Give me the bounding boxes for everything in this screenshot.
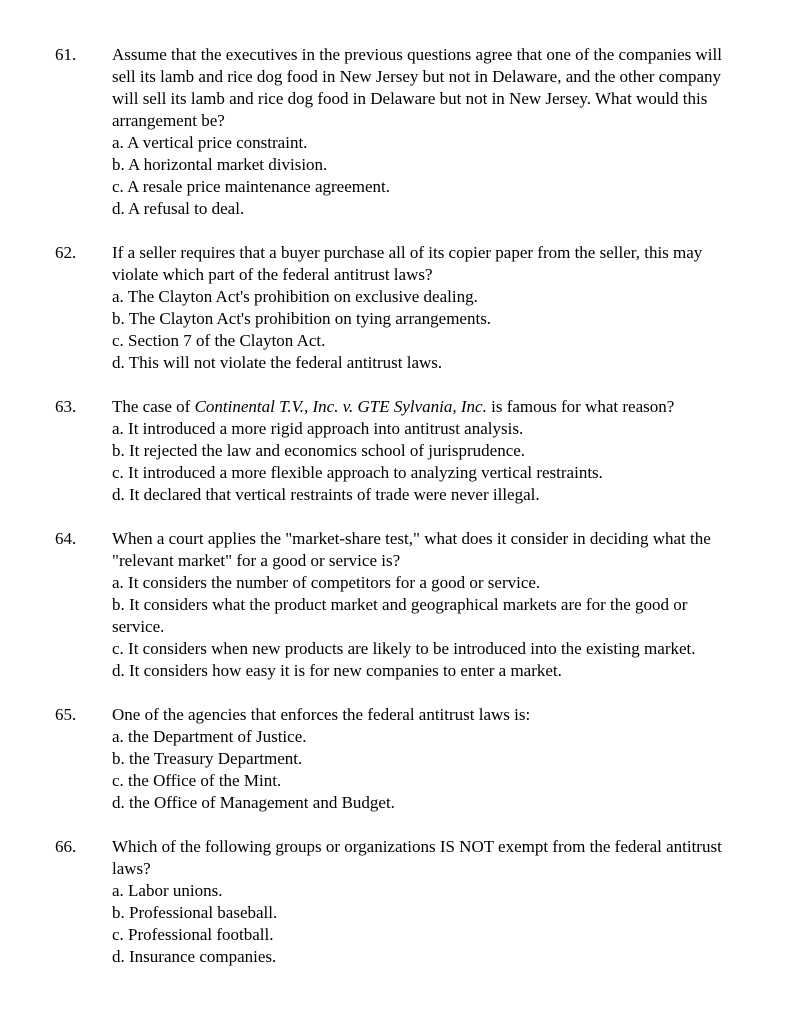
option-b: b. A horizontal market division.	[112, 155, 328, 174]
question-body	[112, 836, 744, 968]
question-63	[0, 396, 798, 506]
question-number: 63.	[55, 397, 77, 416]
option-a: a. Labor unions.	[112, 881, 223, 900]
option-d: d. A refusal to deal.	[112, 199, 245, 218]
option-b: b. It considers what the product market and geographical markets are for the good or service.	[112, 595, 688, 636]
question-number: 64.	[55, 529, 77, 548]
option-b: b. The Clayton Act's prohibition on tying arrangements.	[112, 309, 492, 328]
question-65	[0, 704, 798, 814]
option-d: d. This will not violate the federal antitrust laws.	[112, 353, 443, 372]
option-a: a. It considers the number of competitors for a good or service.	[112, 573, 541, 592]
option-c: c. It considers when new products are likely to be introduced into the existing market.	[112, 639, 696, 658]
question-body	[112, 44, 744, 220]
question-number: 65.	[55, 705, 77, 724]
question-text: If a seller requires that a buyer purchase all of its copier paper from the seller, this may violate which part of the federal antitrust laws?	[112, 243, 703, 284]
question-66	[0, 836, 798, 968]
option-a: a. A vertical price constraint.	[112, 133, 308, 152]
question-body	[112, 242, 744, 374]
option-d: d. It declared that vertical restraints of trade were never illegal.	[112, 485, 540, 504]
question-text	[112, 396, 744, 418]
option-b: b. It rejected the law and economics school of jurisprudence.	[112, 441, 526, 460]
question-64	[0, 528, 798, 682]
option-d: d. the Office of Management and Budget.	[112, 793, 395, 812]
option-b: b. the Treasury Department.	[112, 749, 303, 768]
question-body	[112, 528, 744, 682]
question-61	[0, 44, 798, 220]
option-c: c. Section 7 of the Clayton Act.	[112, 331, 326, 350]
question-number: 61.	[55, 45, 77, 64]
question-text-lead: The case of	[112, 397, 195, 416]
question-text: Assume that the executives in the previous questions agree that one of the companies will sell its lamb and rice dog food in New Jersey but not in Delaware, and the other company will sell its lamb and rice dog food in Delaware but not in New Jersey. What would this arrangement be?	[112, 45, 722, 130]
option-a: a. It introduced a more rigid approach into antitrust analysis.	[112, 419, 524, 438]
question-text: Which of the following groups or organizations IS NOT exempt from the federal antitrust laws?	[112, 837, 722, 878]
option-d: d. Insurance companies.	[112, 947, 277, 966]
option-c: c. A resale price maintenance agreement.	[112, 177, 390, 196]
question-text-tail: is famous for what reason?	[486, 397, 675, 416]
case-name: Continental T.V., Inc. v. GTE Sylvania, Inc.	[194, 397, 487, 416]
option-b: b. Professional baseball.	[112, 903, 278, 922]
question-number: 66.	[55, 837, 77, 856]
option-a: a. the Department of Justice.	[112, 727, 307, 746]
question-body	[112, 396, 744, 506]
question-text: One of the agencies that enforces the federal antitrust laws is:	[112, 705, 531, 724]
option-c: c. It introduced a more flexible approach to analyzing vertical restraints.	[112, 463, 603, 482]
option-d: d. It considers how easy it is for new companies to enter a market.	[112, 661, 562, 680]
option-a: a. The Clayton Act's prohibition on exclusive dealing.	[112, 287, 478, 306]
question-number: 62.	[55, 243, 77, 262]
question-text: When a court applies the "market-share test," what does it consider in deciding what the "relevant market" for a good or service is?	[112, 529, 711, 570]
question-body	[112, 704, 744, 814]
question-list	[0, 44, 798, 990]
option-c: c. Professional football.	[112, 925, 274, 944]
question-62	[0, 242, 798, 374]
option-c: c. the Office of the Mint.	[112, 771, 282, 790]
